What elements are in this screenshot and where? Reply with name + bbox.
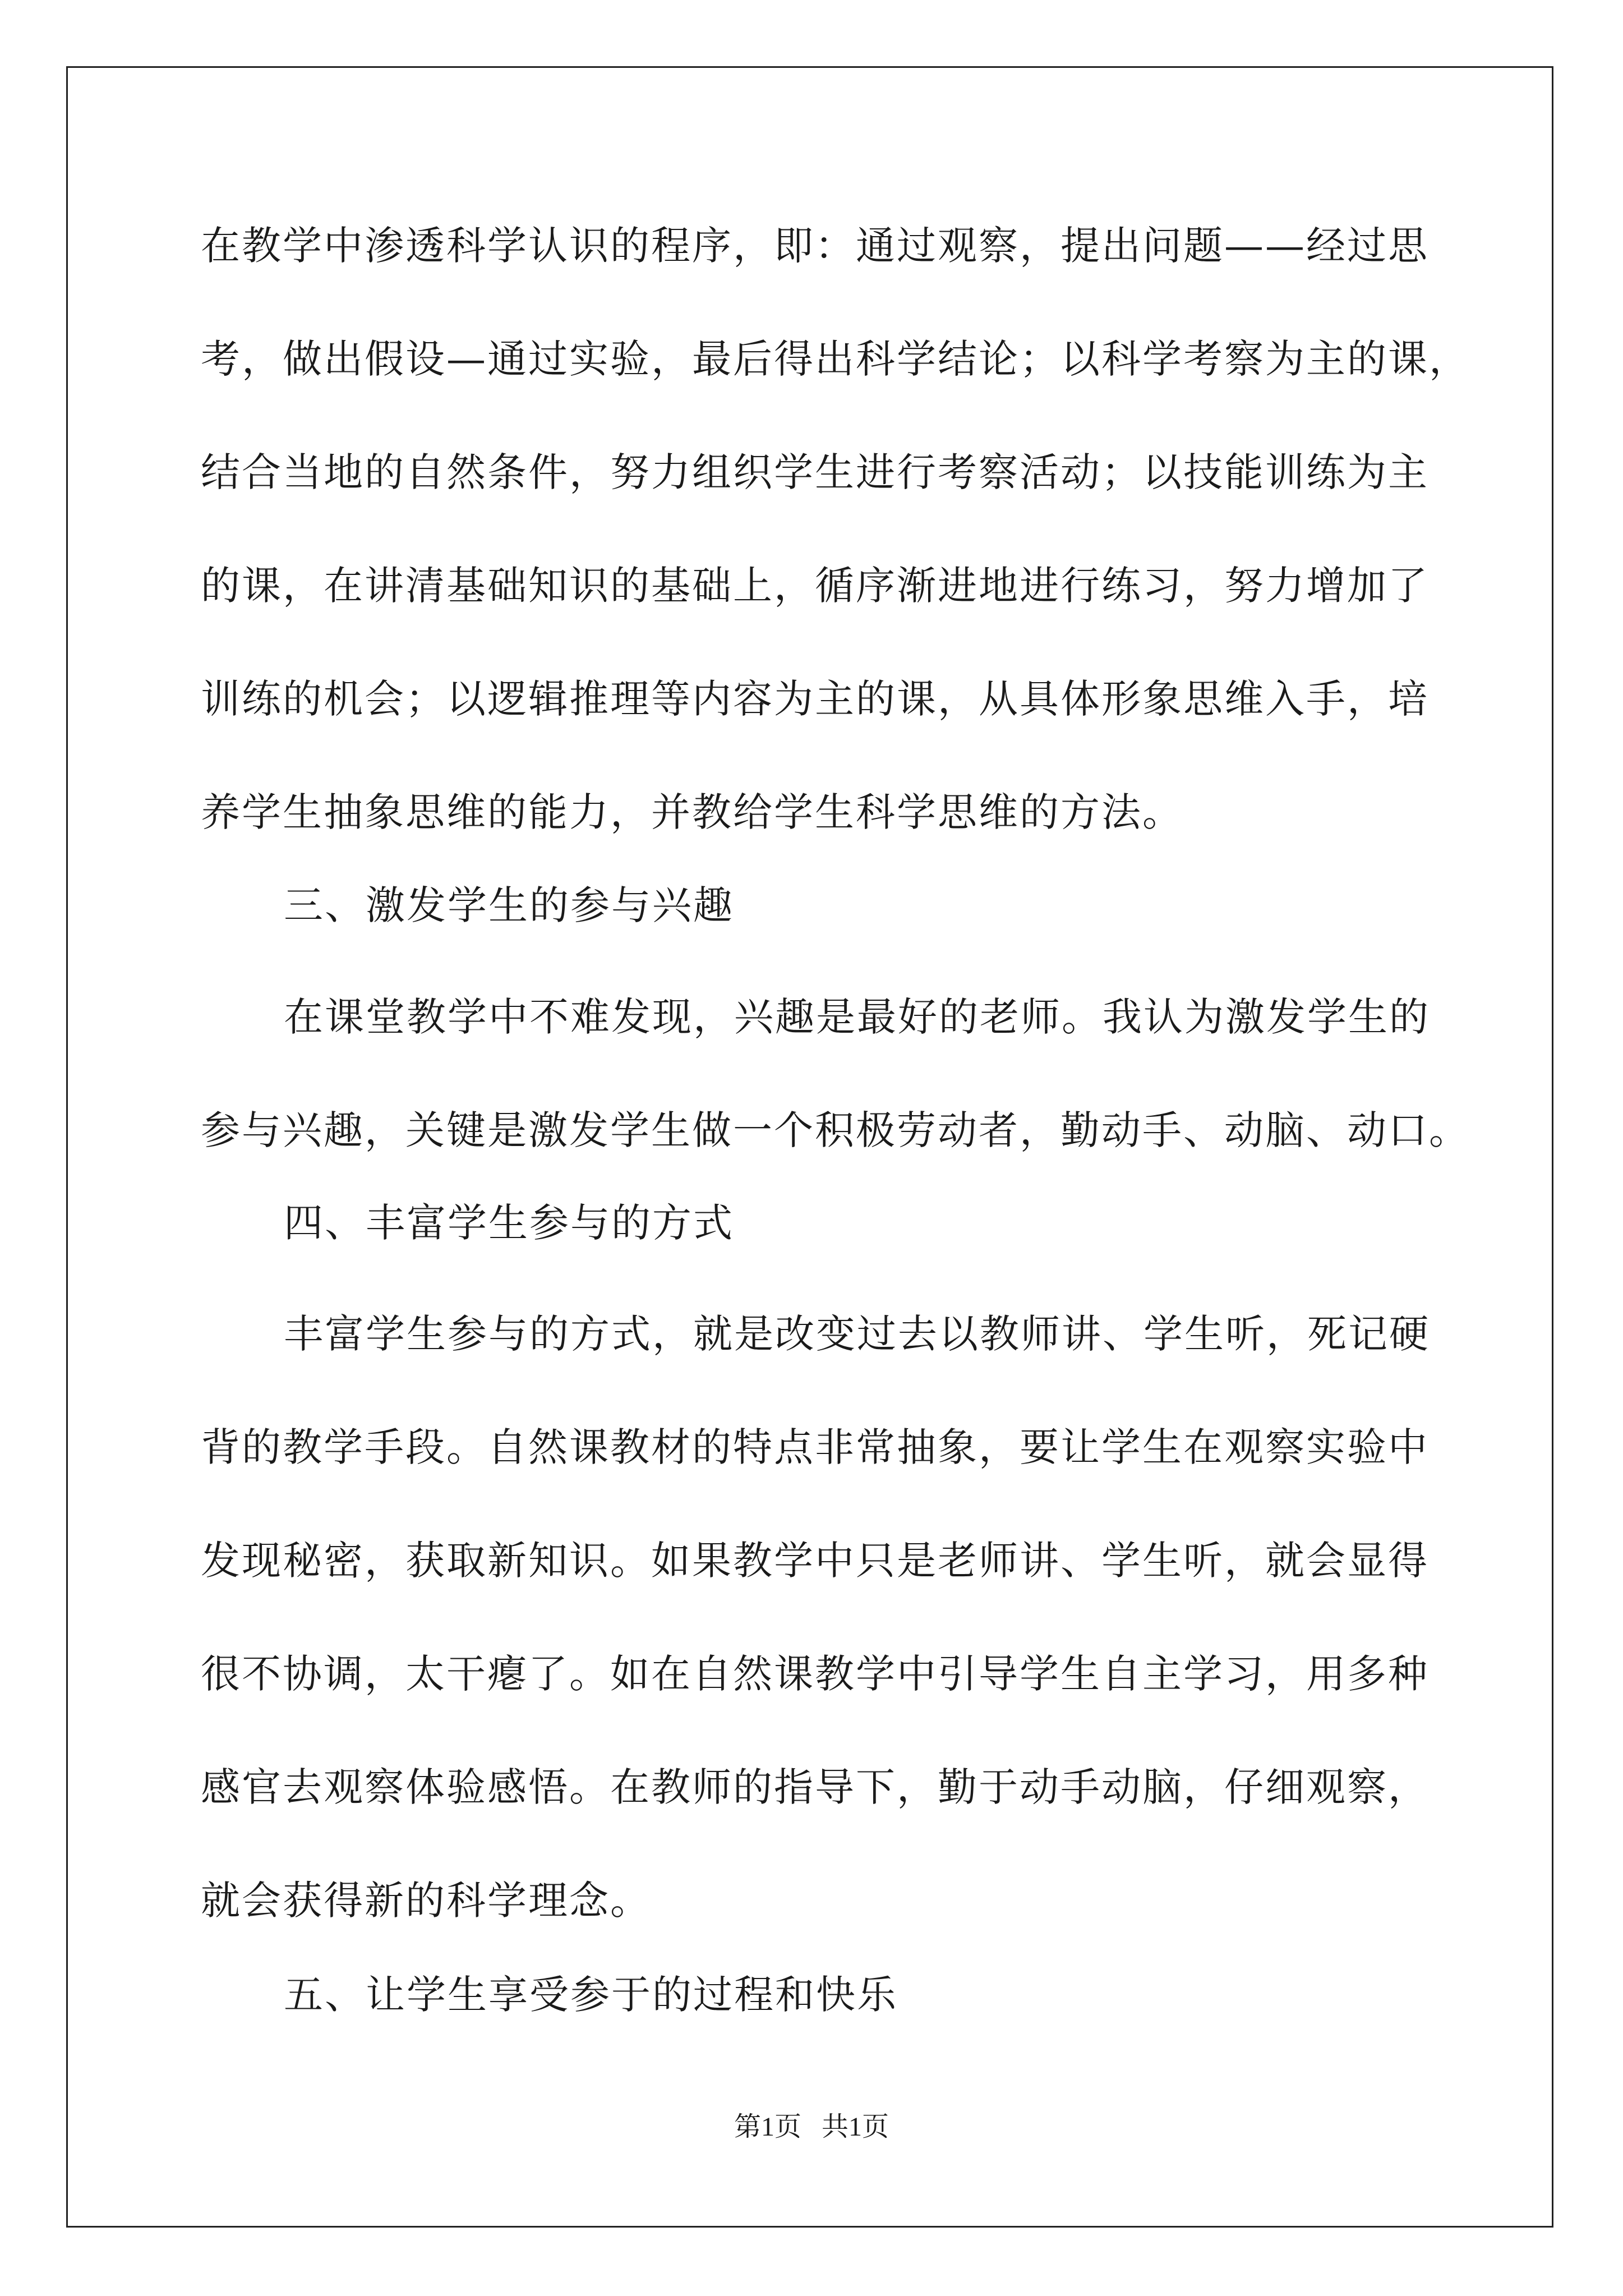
- paragraph-line: 背的教学手段。自然课教材的特点非常抽象，要让学生在观察实验中: [201, 1424, 1429, 1470]
- paragraph-line: 就会获得新的科学理念。: [201, 1878, 651, 1924]
- section-heading: 四、丰富学生参与的方式: [284, 1200, 734, 1246]
- page-footer: 第1页 共1页: [734, 2112, 889, 2142]
- paragraph-line: 在教学中渗透科学认识的程序，即：通过观察，提出问题——经过思: [201, 223, 1429, 269]
- section-heading: 五、让学生享受参于的过程和快乐: [284, 1972, 898, 2018]
- paragraph-line: 感官去观察体验感悟。在教师的指导下，勤于动手动脑，仔细观察，: [201, 1764, 1429, 1810]
- paragraph-line: 养学生抽象思维的能力，并教给学生科学思维的方法。: [201, 789, 1183, 835]
- paragraph-line: 参与兴趣，关键是激发学生做一个积极劳动者，勤动手、动脑、动口。: [201, 1107, 1470, 1153]
- paragraph-line: 考，做出假设—通过实验，最后得出科学结论；以科学考察为主的课，: [201, 336, 1470, 382]
- paragraph-line: 在课堂教学中不难发现，兴趣是最好的老师。我认为激发学生的: [284, 994, 1430, 1040]
- paragraph-line: 丰富学生参与的方式，就是改变过去以教师讲、学生听，死记硬: [284, 1311, 1430, 1357]
- paragraph-line: 发现秘密，获取新知识。如果教学中只是老师讲、学生听，就会显得: [201, 1538, 1429, 1584]
- section-heading: 三、激发学生的参与兴趣: [284, 882, 734, 928]
- paragraph-line: 结合当地的自然条件，努力组织学生进行考察活动；以技能训练为主: [201, 449, 1429, 495]
- paragraph-line: 很不协调，太干瘪了。如在自然课教学中引导学生自主学习，用多种: [201, 1651, 1429, 1697]
- paragraph-line: 的课，在讲清基础知识的基础上，循序渐进地进行练习，努力增加了: [201, 563, 1429, 609]
- paragraph-line: 训练的机会；以逻辑推理等内容为主的课，从具体形象思维入手，培: [201, 676, 1429, 722]
